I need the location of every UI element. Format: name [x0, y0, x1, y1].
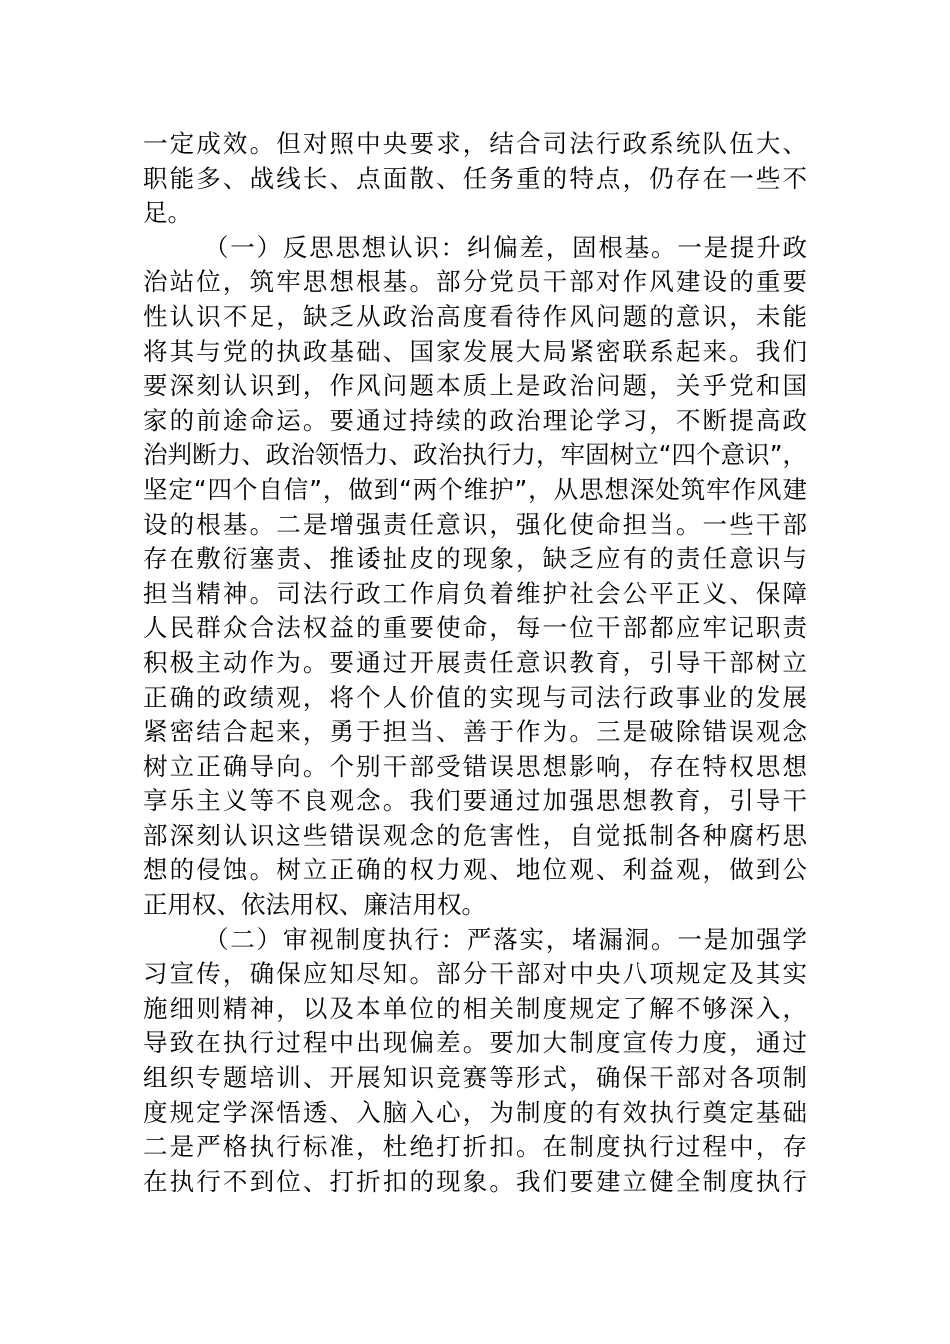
text-line: 家的前途命运。要通过持续的政治理论学习，不断提高政	[143, 405, 807, 435]
text-line: 度规定学深悟透、入脑入心，为制度的有效执行奠定基础	[143, 1097, 807, 1127]
text-line: 习宣传，确保应知尽知。部分干部对中央八项规定及其实	[143, 959, 807, 989]
text-line: 正用权、依法用权、廉洁用权。	[143, 890, 486, 920]
text-line: 坚定“四个自信”，做到“两个维护”，从思想深处筑牢作风建	[143, 474, 807, 504]
text-line: 要深刻认识到，作风问题本质上是政治问题，关乎党和国	[143, 371, 807, 401]
text-line: 在执行不到位、打折扣的现象。我们要建立健全制度执行	[143, 1166, 807, 1196]
text-line: 治站位，筑牢思想根基。部分党员干部对作风建设的重要	[143, 267, 807, 297]
text-line: 享乐主义等不良观念。我们要通过加强思想教育，引导干	[143, 786, 807, 816]
text-line: 二是严格执行标准，杜绝打折扣。在制度执行过程中，存	[143, 1132, 807, 1162]
text-line: 存在敷衍塞责、推诿扯皮的现象，缺乏应有的责任意识与	[143, 544, 807, 574]
text-line: 人民群众合法权益的重要使命，每一位干部都应牢记职责	[143, 613, 807, 643]
text-line: 一定成效。但对照中央要求，结合司法行政系统队伍大、	[143, 129, 807, 158]
text-line: 施细则精神，以及本单位的相关制度规定了解不够深入，	[143, 993, 807, 1023]
text-line: 部深刻认识这些错误观念的危害性，自觉抵制各种腐朽思	[143, 820, 807, 850]
text-line: 足。	[143, 198, 192, 228]
text-line: 性认识不足，缺乏从政治高度看待作风问题的意识，未能	[143, 301, 807, 331]
text-line: 设的根基。二是增强责任意识，强化使命担当。一些干部	[143, 509, 807, 539]
text-line: 职能多、战线长、点面散、任务重的特点，仍存在一些不	[143, 163, 807, 193]
text-line: 正确的政绩观，将个人价值的实现与司法行政事业的发展	[143, 682, 807, 712]
text-line: 导致在执行过程中出现偏差。要加大制度宣传力度，通过	[143, 1028, 807, 1058]
body-text	[143, 127, 807, 1199]
text-line: 积极主动作为。要通过开展责任意识教育，引导干部树立	[143, 647, 807, 677]
text-line: 组织专题培训、开展知识竞赛等形式，确保干部对各项制	[143, 1063, 807, 1093]
text-line: 担当精神。司法行政工作肩负着维护社会公平正义、保障	[143, 578, 807, 608]
paragraph-heading-line: （二）审视制度执行：严落实，堵漏洞。一是加强学	[204, 924, 807, 954]
text-line: 将其与党的执政基础、国家发展大局紧密联系起来。我们	[143, 336, 807, 366]
text-line: 想的侵蚀。树立正确的权力观、地位观、利益观，做到公	[143, 855, 807, 885]
text-line: 树立正确导向。个别干部受错误思想影响，存在特权思想	[143, 751, 807, 781]
text-line: 紧密结合起来，勇于担当、善于作为。三是破除错误观念	[143, 717, 807, 747]
paragraph-heading-line: （一）反思思想认识：纠偏差，固根基。一是提升政	[204, 232, 807, 262]
text-line: 治判断力、政治领悟力、政治执行力，牢固树立“四个意识”，	[143, 440, 807, 470]
